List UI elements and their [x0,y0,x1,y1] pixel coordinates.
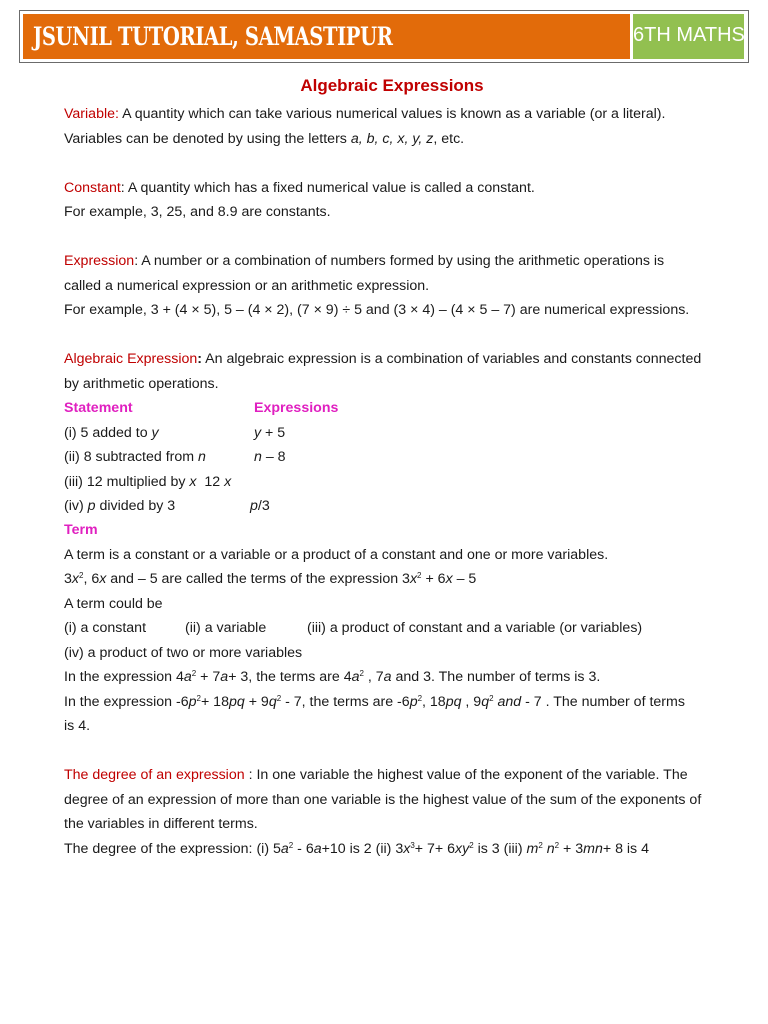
statement-heading: Statement [64,400,133,416]
expression-var: p [250,498,258,514]
expression-var: n [254,449,262,465]
expression-definition: : A number or a combination of numbers formed by using the arithmetic operations is [134,253,665,269]
variable-text: Variables can be denoted by using the letters [64,131,351,147]
expressions-heading: Expressions [254,400,339,416]
constant-label: Constant [64,180,121,196]
degree-label: The degree of an expression [64,767,245,783]
algebraic-label: Algebraic Expression [64,351,198,367]
expression-label: Expression [64,253,135,269]
statement-var: y [151,425,159,441]
table-header [64,399,339,417]
degree-line-1 [64,766,688,784]
header-banner [19,10,749,63]
term-definition: A term is a constant or a variable or a product of a constant and one or more variables. [64,547,609,563]
statement-var: p [87,498,96,514]
statement-text: divided by 3 [95,498,176,514]
statement-var: x [189,474,197,490]
constant-line-1 [64,179,535,197]
algebraic-line-1 [64,350,701,368]
expression-line-1 [64,252,664,270]
table-row [64,448,464,466]
expression-text: /3 [257,498,270,514]
grade-label: 6TH MATHS [633,24,745,46]
brand-title: JSUNIL TUTORIAL, SAMASTIPUR [33,22,393,51]
term-type-constant: (i) a constant [64,620,147,636]
statement-text: (i) 5 added to [64,425,152,441]
degree-definition: : In one variable the highest value of the exponent of the variable. The [244,767,688,783]
term-example-3: In the expression $-6p^2+ 18pq + 9q^2 - 7$, the terms are $-6p^2$, 18pq , $9q^2$ and - 7 . The number of terms [64,694,685,710]
constant-line-2: For example, 3, 25, and 8.9 are constants. [64,204,331,220]
variable-label: Variable: [64,106,119,122]
term-types-line [64,619,714,637]
expression-text: – 8 [261,449,286,465]
expression-var: y [254,425,262,441]
term-example: $3x^2$, 6x and – 5 are called the terms of the expression $3x^2 + 6x - 5$ [64,571,477,587]
constant-definition: : A quantity which has a fixed numerical value is called a constant. [120,180,535,196]
expression-line-3: For example, 3 + (4 × 5), 5 – (4 × 2), (7 × 9) ÷ 5 and (3 × 4) – (4 × 5 – 7) are numerical expressions. [64,302,690,318]
variable-letters: a, b, c, x, y, z [350,131,434,147]
term-type-product-variables: (iv) a product of two or more variables [64,645,303,661]
term-could-be: A term could be [64,596,163,612]
term-type-product: (iii) a product of constant and a variable (or variables) [307,620,643,636]
table-row [64,424,464,442]
term-example-3-end: is 4. [64,718,91,734]
brand-box [23,14,630,59]
statement-text: (ii) 8 subtracted from [64,449,199,465]
variable-definition: A quantity which can take various numerical values is known as a variable (or a literal). [118,106,666,122]
expression-line-2: called a numerical expression or an arithmetic expression. [64,278,430,294]
degree-line-2: degree of an expression of more than one variable is the highest value of the sum of the exponents of [64,792,702,808]
statement-text: (iv) [64,498,88,514]
page-title: Algebraic Expressions [300,76,484,95]
expression-text: + 5 [261,425,286,441]
expression-text: 12 [204,474,225,490]
algebraic-definition: An algebraic expression is a combination of variables and constants connected [202,351,702,367]
term-heading: Term [64,522,98,538]
term-example-2: In the expression $4a^2 + 7a+ 3$, the terms are $4a^2$ , 7a and 3. The number of terms is 3. [64,669,601,685]
table-row [64,473,464,491]
variable-etc: , etc. [433,131,465,147]
expression-var: x [224,474,232,490]
statement-var: n [198,449,206,465]
variable-line-2 [64,130,464,148]
degree-example: The degree of the expression: (i) $5a^2 - 6a+10$ is 2 (ii) $3x^3+ 7+ 6xy^2$ is 3 (iii) $m^2$ $n^2 + 3mn+ 8$ is 4 [64,841,649,857]
grade-box [633,14,744,59]
degree-line-3: the variables in different terms. [64,816,258,832]
variable-line-1 [64,105,665,123]
algebraic-line-2: by arithmetic operations. [64,376,219,392]
table-row [64,497,464,515]
statement-text: (iii) 12 multiplied by [64,474,190,490]
term-type-variable: (ii) a variable [185,620,267,636]
algebraic-colon: : [197,351,203,367]
